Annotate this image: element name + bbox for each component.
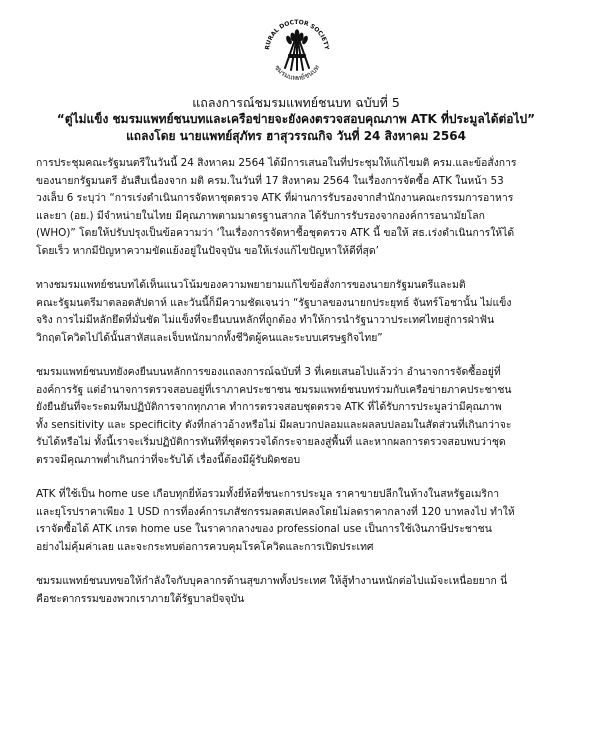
- statement-headline: “ตู่ไม่แข็ง ชมรมแพทย์ชนบทและเครือข่ายจะยังคงตรวจสอบคุณภาพ ATK ที่ประมูลได้ต่อไป”: [56, 112, 536, 126]
- statement-body: [36, 155, 556, 625]
- paragraph-line: ชมรมแพทย์ชนบทยังคงยืนบนหลักการของแถลงการณ์ฉบับที่ 3 ที่เคยเสนอไปแล้วว่า อำนาจการจัดซื้ออยู่ที่: [36, 366, 501, 378]
- paragraph-line: และยา (อย.) มีจำหน่ายในไทย มีคุณภาพตามมาตรฐานสากล ได้รับการรับรองจากองค์การอนามัยโลก: [36, 209, 485, 222]
- paragraph-line: ทั้ง sensitivity และ specificity ดังที่กล่าวอ้างหรือไม่ มีผลบวกปลอมและผลลบปลอมในสัดส่วนที่เกินกว่าจะ: [36, 418, 512, 431]
- paragraph-line: คือชะตากรรมของพวกเราภายใต้รัฐบาลปัจจุบัน: [36, 592, 245, 605]
- paragraph: [36, 573, 556, 608]
- statement-number-title: แถลงการณ์ชมรมแพทย์ชนบท ฉบับที่ 5: [192, 95, 400, 110]
- paragraph-line: จริง การไม่มีหลักยึดที่มั่นชัด ไม่แข็งที่จะยืนบนหลักที่ถูกต้อง ทำให้การนำรัฐนาวาประเทศไทยสู่การฝ่าฟัน: [36, 314, 495, 326]
- paragraph-line: โดยเร็ว หากมีปัญหาความขัดแย้งอยู่ในปัจจุบัน ขอให้เร่งแก้ไขปัญหาให้ดีที่สุด’: [36, 244, 379, 257]
- paragraph-line: วงเล็บ 6 ระบุว่า “การเร่งดำเนินการจัดหาชุดตรวจ ATK ที่ผ่านการรับรองจากสำนักงานคณะกรรมการอาหาร: [36, 192, 514, 204]
- logo-bottom-text: ชมรมแพทย์ชนบท: [272, 63, 322, 83]
- paragraph-line: รับได้หรือไม่ ทั้งนี้เราจะเริ่มปฏิบัติการทันทีที่ชุดตรวจได้กระจายลงสู่พื้นที่ และหากผลการตรวจสอบพบว่าชุด: [36, 436, 506, 448]
- paragraph: [36, 277, 556, 347]
- paragraph-line: เราจัดซื้อได้ ATK เกรด home use ในราคากลางของ professional use เป็นการใช้เงินภาษีประชาชน: [36, 523, 492, 535]
- paragraph-line: ชมรมแพทย์ชนบทขอให้กำลังใจกับบุคลากรด้านสุขภาพทั้งประเทศ ให้สู้ทำงานหนักต่อไปแม้จะเหนื่อยยาก นี่: [36, 575, 508, 587]
- paragraph: [36, 486, 556, 556]
- paragraph-line: ATK ที่ใช้เป็น home use เกือบทุกยี่ห้อรวมทั้งยี่ห้อที่ชนะการประมูล ราคาขายปลีกในห้างในสหรัฐอเมริกา: [36, 488, 500, 500]
- paragraph: [36, 364, 556, 469]
- statement-byline: แถลงโดย นายแพทย์สุภัทร ฮาสุวรรณกิจ วันที่ 24 สิงหาคม 2564: [126, 129, 466, 143]
- wheat-sheaf-emblem-icon: [261, 14, 333, 86]
- paragraph: [36, 155, 556, 260]
- paragraph-line: ยังยืนยันที่จะระดมทีมปฏิบัติการจากทุกภาค ทำการตรวจสอบชุดตรวจ ATK ที่ได้รับการประมูลว่ามีคุณภาพ: [36, 401, 502, 413]
- rural-doctor-society-logo: [261, 14, 333, 86]
- paragraph-line: อย่างไม่คุ้มค่าเลย และจะกระทบต่อการควบคุมโรคโควิดและการเปิดประเทศ: [36, 540, 374, 553]
- statement-header: [0, 94, 592, 145]
- paragraph-line: ทางชมรมแพทย์ชนบทได้เห็นแนวโน้มของความพยายามแก้ไขข้อสั่งการของนายกรัฐมนตรีและมติ: [36, 279, 466, 291]
- paragraph-line: ของนายกรัฐมนตรี อันสืบเนื่องจาก มติ ครม.ในวันที่ 17 สิงหาคม 2564 ในเรื่องการจัดซื้อ ATK ในหน้า 53: [36, 174, 504, 187]
- paragraph-line: และยุโรปราคาเพียง 1 USD การที่องค์การเภสัชกรรมลดสเปคลงโดยไม่ลดราคากลางที่ 120 บาทลงไป ทำให้: [36, 505, 515, 518]
- paragraph-line: การประชุมคณะรัฐมนตรีในวันนี้ 24 สิงหาคม 2564 ได้มีการเสนอในที่ประชุมให้แก้ไขมติ ครม.และข้อสั่งการ: [36, 157, 517, 169]
- paragraph-line: คณะรัฐมนตรีมาตลอดสัปดาห์ และวันนี้ก็มีความชัดเจนว่า “รัฐบาลของนายกประยุทธ์ จันทร์โอชานั้น ไม่แข็ง: [36, 296, 512, 309]
- logo-top-text: RURAL DOCTOR SOCIETY: [264, 18, 330, 51]
- paragraph-line: วิกฤตโควิดไปได้นั้นสาหัสและเจ็บหนักมากทั้งชีวิตผู้คนและระบบเศรษฐกิจไทย”: [36, 331, 383, 344]
- paragraph-line: (WHO)” โดยให้ปรับปรุงเป็นข้อความว่า ‘ในเรื่องการจัดหาชื้อชุดตรวจ ATK นี้ ขอให้ สธ.เร่งดำเนินการให้ได้: [36, 227, 515, 239]
- paragraph-line: ตรวจมีคุณภาพต่ำเกินกว่าที่จะรับได้ เรื่องนี้ต้องมีผู้รับผิดชอบ: [36, 453, 301, 466]
- paragraph-line: องค์การรัฐ แต่อำนาจการตรวจสอบอยู่ที่เราภาคประชาชน ชมรมแพทย์ชนบทร่วมกับเครือข่ายภาคประชาชน: [36, 383, 512, 396]
